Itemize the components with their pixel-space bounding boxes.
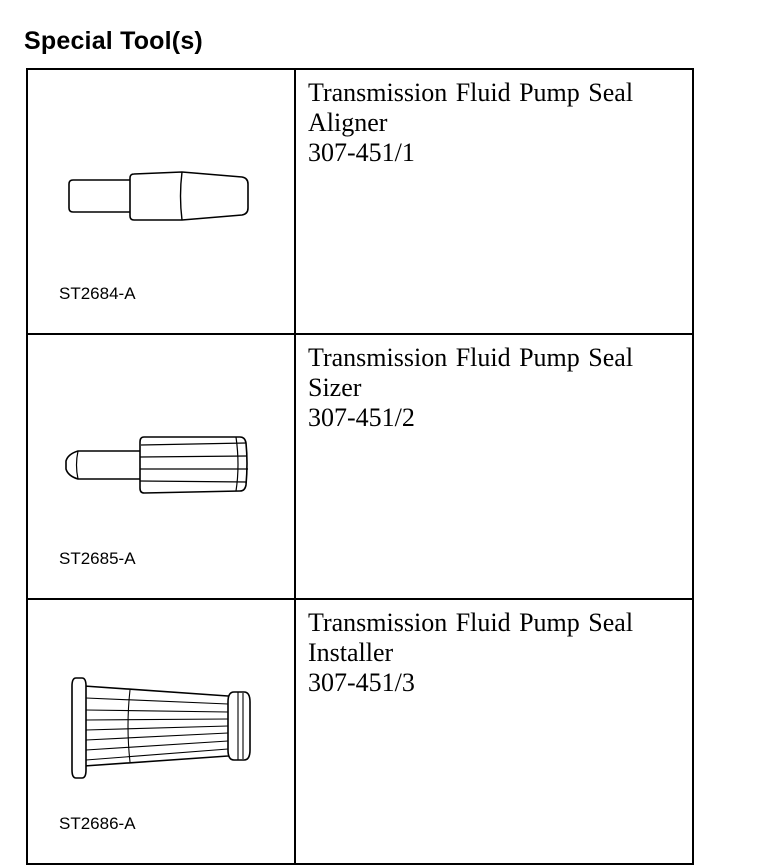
illustration-ref-code: ST2685-A bbox=[59, 549, 136, 568]
tool-name: Transmission Fluid Pump Seal Installer bbox=[308, 608, 634, 667]
tool-name: Transmission Fluid Pump Seal Sizer bbox=[308, 343, 634, 402]
table-row bbox=[27, 599, 693, 864]
tool-illustration-cell bbox=[27, 69, 295, 334]
illustration-ref-code: ST2686-A bbox=[59, 814, 136, 833]
illustration-ref-code: ST2684-A bbox=[59, 284, 136, 303]
tool-description-cell bbox=[295, 69, 693, 334]
tool-number: 307-451/2 bbox=[308, 403, 415, 432]
table-row bbox=[27, 69, 693, 334]
tool-description-cell bbox=[295, 599, 693, 864]
tool-illustration-cell bbox=[27, 599, 295, 864]
tool-number: 307-451/3 bbox=[308, 668, 415, 697]
tool-number: 307-451/1 bbox=[308, 138, 415, 167]
page-title: Special Tool(s) bbox=[24, 27, 203, 55]
tool-name: Transmission Fluid Pump Seal Aligner bbox=[308, 78, 634, 137]
tool-illustration-cell bbox=[27, 334, 295, 599]
special-tools-table bbox=[26, 68, 694, 865]
tool-description-cell bbox=[295, 334, 693, 599]
table-row bbox=[27, 334, 693, 599]
